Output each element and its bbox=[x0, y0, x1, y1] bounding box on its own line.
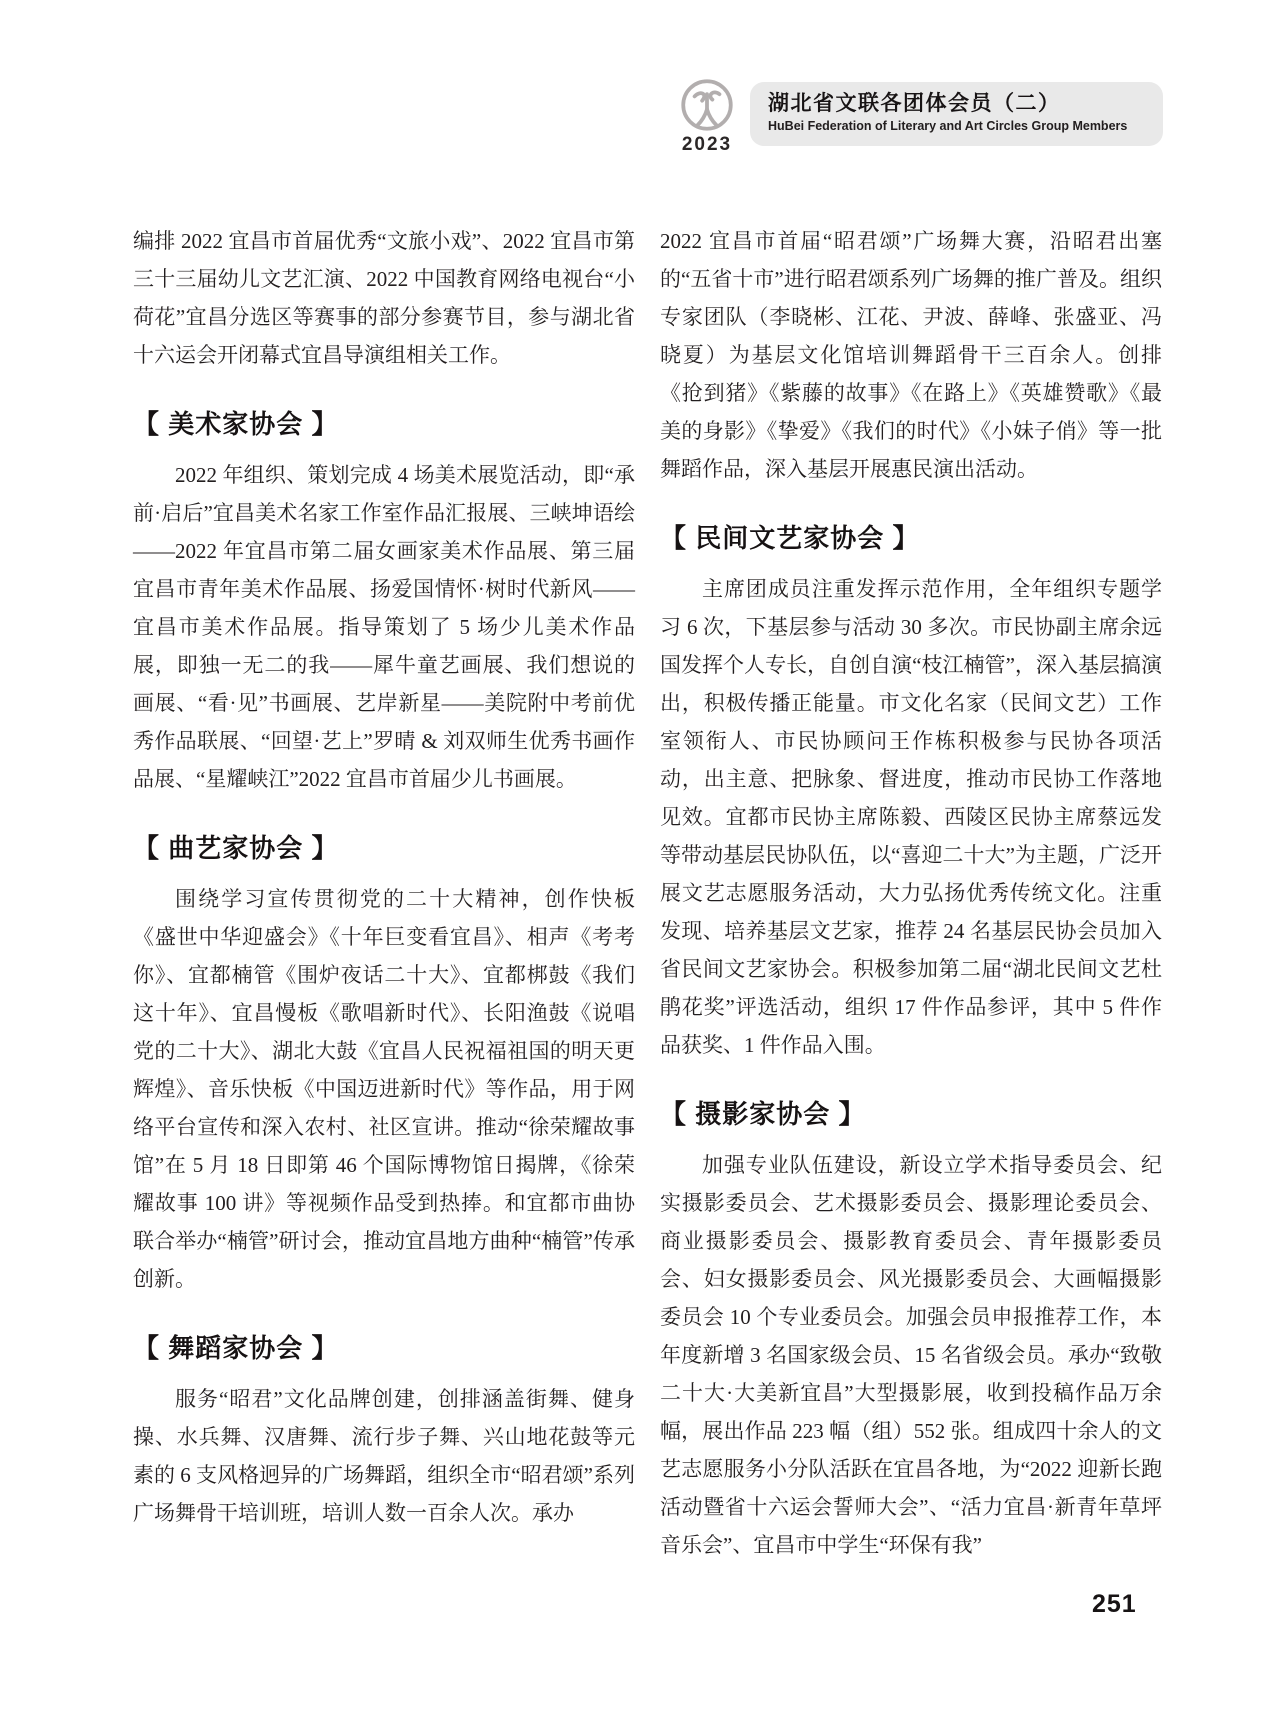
header-title-banner bbox=[750, 82, 1163, 146]
logo-year: 2023 bbox=[681, 134, 733, 155]
page-number: 251 bbox=[1092, 1590, 1137, 1618]
section-heading-quyi-assoc: 【 曲艺家协会 】 bbox=[133, 833, 339, 863]
left-intro-paragraph: 编排 2022 宜昌市首届优秀“文旅小戏”、2022 宜昌市第三十三届幼儿文艺汇演、2022 中国教育网络电视台“小荷花”宜昌分选区等赛事的部分参赛节目，参与湖北省十六运会开闭幕式宜昌导演组相关工作。 bbox=[133, 229, 635, 367]
right-column bbox=[660, 222, 1162, 1564]
section-heading-photographers-assoc: 【 摄影家协会 】 bbox=[660, 1099, 866, 1129]
left-column bbox=[133, 222, 635, 1532]
page-title: 湖北省文联各团体会员（二） bbox=[768, 92, 1061, 115]
logo-block bbox=[672, 78, 742, 156]
federation-emblem-icon bbox=[680, 78, 734, 132]
right-intro-paragraph: 2022 宜昌市首届“昭君颂”广场舞大赛，沿昭君出塞的“五省十市”进行昭君颂系列广场舞的推广普及。组织专家团队（李晓彬、江花、尹波、薛峰、张盛亚、冯晓夏）为基层文化馆培训舞蹈骨干三百余人。创排《抢到猪》《紫藤的故事》《在路上》《英雄赞歌》《最美的身影》《挚爱》《我们的时代》《小妹子俏》等一批舞蹈作品，深入基层开展惠民演出活动。 bbox=[660, 229, 1162, 481]
section-body-photographers-assoc: 加强专业队伍建设，新设立学术指导委员会、纪实摄影委员会、艺术摄影委员会、摄影理论委员会、商业摄影委员会、摄影教育委员会、青年摄影委员会、妇女摄影委员会、风光摄影委员会、大画幅摄影委员会 10 个专业委员会。加强会员申报推荐工作，本年度新增 3 名国家级会员、15 名省级会员。承办“致敬二十大·大美新宜昌”大型摄影展，收到投稿作品万余幅，展出作品 223 幅（组）552 张。组成四十余人的文艺志愿服务小分队活跃在宜昌各地，为“2022 迎新长跑活动暨省十六运会誓师大会”、“活力宜昌·新青年草坪音乐会”、宜昌市中学生“环保有我” bbox=[660, 1153, 1162, 1557]
section-body-folk-artists-assoc: 主席团成员注重发挥示范作用，全年组织专题学习 6 次，下基层参与活动 30 多次。市民协副主席余远国发挥个人专长，自创自演“枝江楠管”，深入基层搞演出，积极传播正能量。市文化名家（民间文艺）工作室领衔人、市民协顾问王作栋积极参与民协各项活动，出主意、把脉象、督进度，推动市民协工作落地见效。宜都市民协主席陈毅、西陵区民协主席蔡远发等带动基层民协队伍，以“喜迎二十大”为主题，广泛开展文艺志愿服务活动，大力弘扬优秀传统文化。注重发现、培养基层文艺家，推荐 24 名基层民协会员加入省民间文艺家协会。积极参加第二届“湖北民间文艺杜鹃花奖”评选活动，组织 17 件作品参评，其中 5 件作品获奖、1 件作品入围。 bbox=[660, 577, 1162, 1057]
section-heading-dancers-assoc: 【 舞蹈家协会 】 bbox=[133, 1333, 339, 1363]
section-body-dancers-assoc: 服务“昭君”文化品牌创建，创排涵盖街舞、健身操、水兵舞、汉唐舞、流行步子舞、兴山地花鼓等元素的 6 支风格迥异的广场舞蹈，组织全市“昭君颂”系列广场舞骨干培训班，培训人数一百余人次。承办 bbox=[133, 1387, 635, 1525]
section-heading-folk-artists-assoc: 【 民间文艺家协会 】 bbox=[660, 523, 920, 553]
section-heading-artists-assoc: 【 美术家协会 】 bbox=[133, 409, 339, 439]
page-subtitle: HuBei Federation of Literary and Art Circles Group Members bbox=[768, 119, 1128, 133]
section-body-quyi-assoc: 围绕学习宣传贯彻党的二十大精神，创作快板《盛世中华迎盛会》《十年巨变看宜昌》、相声《考考你》、宜都楠管《围炉夜话二十大》、宜都梆鼓《我们这十年》、宜昌慢板《歌唱新时代》、长阳渔鼓《说唱党的二十大》、湖北大鼓《宜昌人民祝福祖国的明天更辉煌》、音乐快板《中国迈进新时代》等作品，用于网络平台宣传和深入农村、社区宣讲。推动“徐荣耀故事馆”在 5 月 18 日即第 46 个国际博物馆日揭牌，《徐荣耀故事 100 讲》等视频作品受到热捧。和宜都市曲协联合举办“楠管”研讨会，推动宜昌地方曲种“楠管”传承创新。 bbox=[133, 887, 635, 1291]
section-body-artists-assoc: 2022 年组织、策划完成 4 场美术展览活动，即“承前·启后”宜昌美术名家工作室作品汇报展、三峡坤语绘——2022 年宜昌市第二届女画家美术作品展、第三届宜昌市青年美术作品展、扬爱国情怀·树时代新风——宜昌市美术作品展。指导策划了 5 场少儿美术作品展，即独一无二的我——犀牛童艺画展、我们想说的画展、“看·见”书画展、艺岸新星——美院附中考前优秀作品联展、“回望·艺上”罗晴 & 刘双师生优秀书画作品展、“星耀峡江”2022 宜昌市首届少儿书画展。 bbox=[133, 463, 635, 791]
